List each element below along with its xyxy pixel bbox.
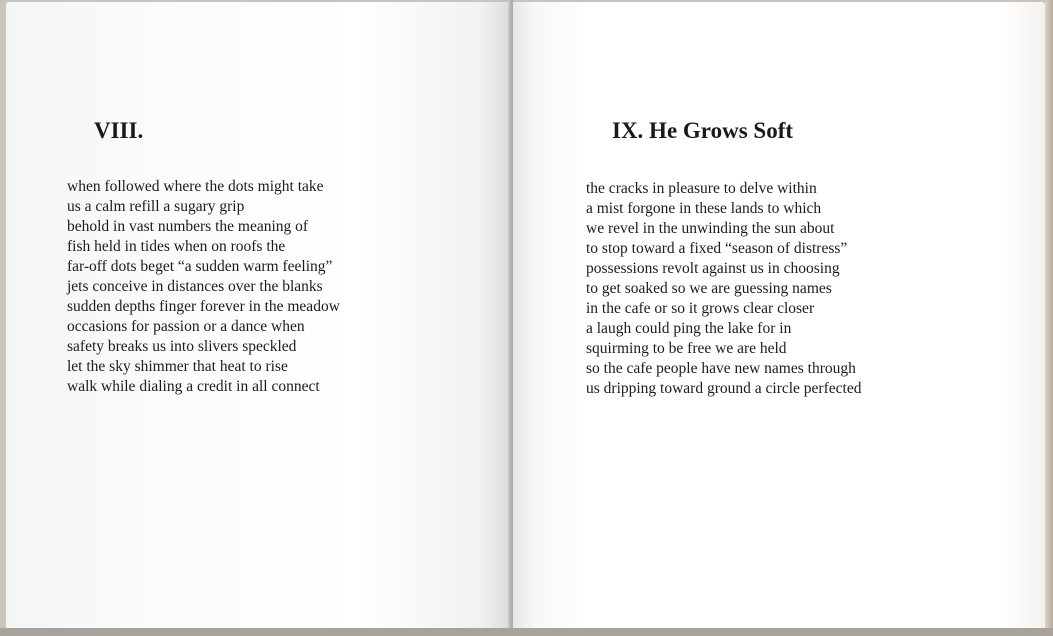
poem-line: squirming to be free we are held [586,340,787,357]
poem-line: a laugh could ping the lake for in [586,320,792,337]
poem-line: behold in vast numbers the meaning of [67,218,309,235]
poem-line: to get soaked so we are guessing names [586,280,832,297]
poem-line: occasions for passion or a dance when [67,318,305,335]
left-page [6,2,511,630]
poem-line: sudden depths finger forever in the meadow [67,298,340,315]
poem-line: to stop toward a fixed “season of distress” [586,240,848,257]
poem-line: let the sky shimmer that heat to rise [67,358,288,375]
poem-line: a mist forgone in these lands to which [586,200,822,217]
book-bottom-edge [0,628,1053,636]
left-poem [67,177,340,397]
right-poem [586,179,861,399]
page-stack-edge [1045,0,1053,636]
right-page-heading: IX. He Grows Soft [612,118,794,143]
left-page-heading: VIII. [94,118,144,143]
poem-line: in the cafe or so it grows clear closer [586,300,815,317]
poem-line: we revel in the unwinding the sun about [586,220,835,237]
poem-line: fish held in tides when on roofs the [67,238,286,255]
poem-line: when followed where the dots might take [67,178,324,195]
poem-line: safety breaks us into slivers speckled [67,338,297,355]
right-page [513,2,1045,630]
poem-line: us dripping toward ground a circle perfected [586,380,862,397]
poem-line: walk while dialing a credit in all connect [67,378,320,395]
poem-line: us a calm refill a sugary grip [67,198,245,215]
poem-line: jets conceive in distances over the blanks [67,278,323,295]
poem-line: the cracks in pleasure to delve within [586,180,817,197]
poem-line: possessions revolt against us in choosing [586,260,840,277]
poem-line: far-off dots beget “a sudden warm feeling” [67,258,333,275]
poem-line: so the cafe people have new names through [586,360,856,377]
